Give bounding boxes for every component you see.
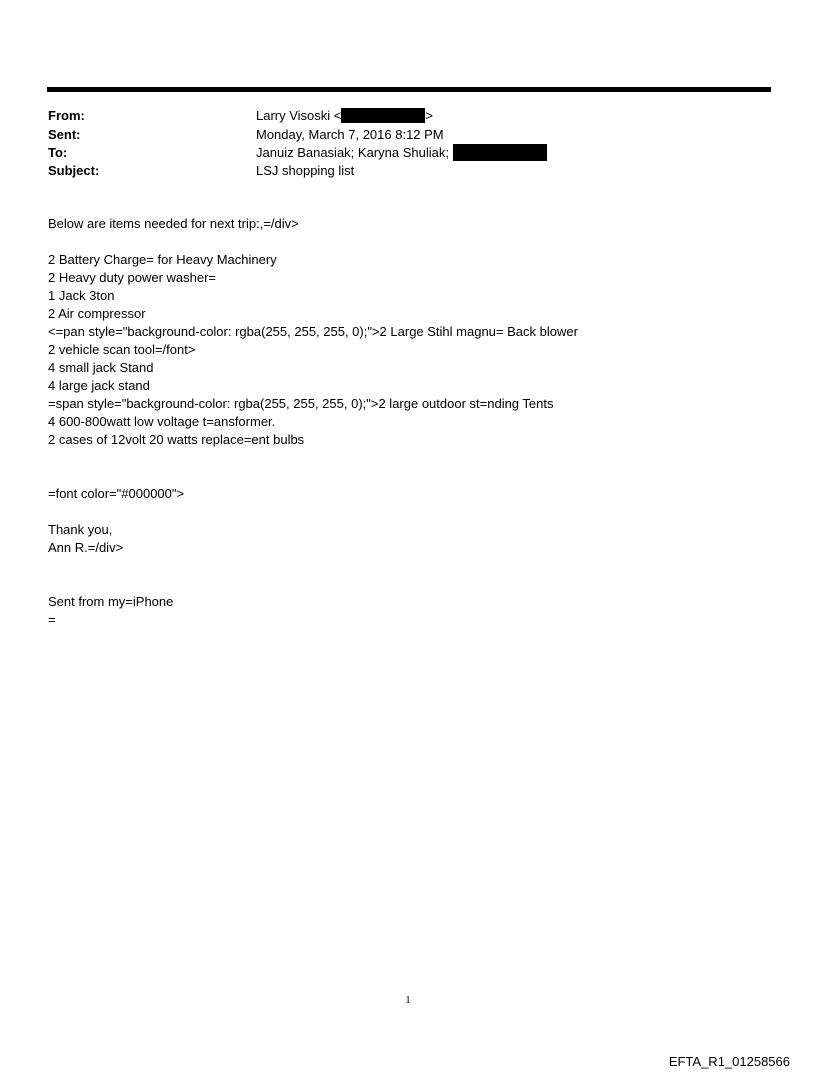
list-item: =span style="background-color: rgba(255, 255, 255, 0);">2 large outdoor st=nding Tents (48, 396, 554, 411)
list-item: 2 Battery Charge= for Heavy Machinery (48, 252, 277, 267)
from-row (48, 106, 748, 125)
list-item: 1 Jack 3ton (48, 288, 115, 303)
sent-row (48, 125, 748, 144)
document-id: EFTA_R1_01258566 (668, 1054, 790, 1069)
subject-row (48, 161, 748, 180)
from-name: Larry Visoski < (256, 108, 342, 123)
trailer-line: = (48, 612, 56, 627)
signature-line: Ann R.=/div> (48, 540, 124, 555)
from-value (256, 106, 433, 125)
list-item: 2 vehicle scan tool=/font> (48, 342, 196, 357)
list-item: 2 Air compressor (48, 306, 146, 321)
to-recipients: Januiz Banasiak; Karyna Shuliak; (256, 145, 449, 160)
font-tag-line: =font color="#000000"> (48, 486, 185, 501)
redacted-recipient (453, 144, 547, 161)
to-label: To: (48, 145, 68, 160)
header-rule (47, 87, 771, 92)
list-item: 2 cases of 12volt 20 watts replace=ent bulbs (48, 432, 305, 447)
from-label: From: (48, 108, 85, 123)
subject-value: LSJ shopping list (256, 163, 355, 178)
subject-label: Subject: (48, 163, 100, 178)
sent-from-line: Sent from my=iPhone (48, 594, 174, 609)
list-item: 4 small jack Stand (48, 360, 154, 375)
to-row (48, 143, 748, 162)
email-body (48, 215, 788, 629)
intro-line: Below are items needed for next trip:,=/div> (48, 216, 299, 231)
item-list (48, 251, 788, 449)
redacted-email (341, 108, 425, 123)
list-item: 2 Heavy duty power washer= (48, 270, 217, 285)
thanks-line: Thank you, (48, 522, 113, 537)
from-close: > (425, 108, 433, 123)
list-item: 4 600-800watt low voltage t=ansformer. (48, 414, 276, 429)
sent-label: Sent: (48, 127, 81, 142)
page-number: 1 (405, 994, 411, 1006)
list-item: <=pan style="background-color: rgba(255, 255, 255, 0);">2 Large Stihl magnu= Back blower (48, 324, 578, 339)
list-item: 4 large jack stand (48, 378, 150, 393)
to-value (256, 143, 547, 162)
sent-value: Monday, March 7, 2016 8:12 PM (256, 127, 444, 142)
